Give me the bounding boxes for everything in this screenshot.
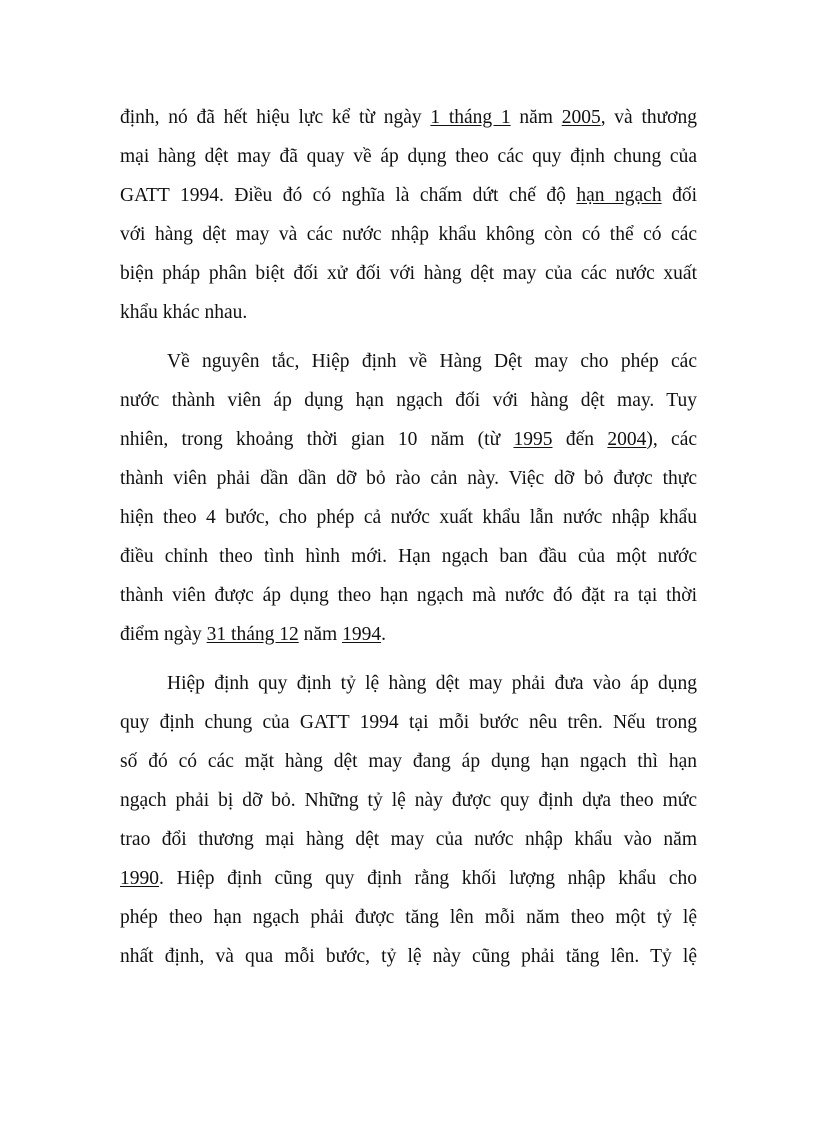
text-run: điểm ngày [120,624,207,645]
paragraph-1 [120,98,697,332]
text-line [120,703,697,742]
text-run: năm [298,624,343,645]
text-run: điều chỉnh theo tình hình mới. Hạn ngạch ban đầu của một nước [120,546,697,567]
text-run: quy định chung của GATT 1994 tại mỗi bước nêu trên. Nếu trong [120,712,697,733]
text-run: . [381,624,386,645]
paragraph-2 [120,342,697,654]
text-run: ), các [646,429,697,450]
text-line [120,342,697,381]
text-run: ngạch phải bị dỡ bỏ. Những tỷ lệ này được quy định dựa theo mức [120,790,697,811]
underlined-year: 2005 [561,107,601,128]
text-line [120,98,697,137]
text-run: Hiệp định quy định tỷ lệ hàng dệt may phải đưa vào áp dụng [167,673,697,694]
text-line [120,859,697,898]
text-line [120,176,697,215]
text-line [120,664,697,703]
underlined-term: hạn ngạch [576,185,662,206]
text-line [120,537,697,576]
text-line [120,820,697,859]
text-run: đối [661,185,697,206]
text-line [120,615,697,654]
text-run: định, nó đã hết hiệu lực kể từ ngày [120,107,431,128]
text-run: số đó có các mặt hàng dệt may đang áp dụng hạn ngạch thì hạn [120,751,697,772]
text-run: Về nguyên tắc, Hiệp định về Hàng Dệt may cho phép các [167,351,697,372]
text-run: năm [510,107,562,128]
underlined-date: 1 tháng 1 [430,107,511,128]
text-run: nhiên, trong khoảng thời gian 10 năm (từ [120,429,514,450]
text-run: . Hiệp định cũng quy định rằng khối lượng nhập khẩu cho [159,868,697,889]
text-run: phép theo hạn ngạch phải được tăng lên mỗi năm theo một tỷ lệ [120,907,697,928]
text-run: trao đổi thương mại hàng dệt may của nước nhập khẩu vào năm [120,829,697,850]
text-line [120,254,697,293]
text-run: hiện theo 4 bước, cho phép cả nước xuất khẩu lẫn nước nhập khẩu [120,507,697,528]
underlined-year: 2004 [607,429,647,450]
underlined-year: 1990 [120,868,159,889]
text-line [120,381,697,420]
text-line [120,576,697,615]
underlined-year: 1994 [342,624,382,645]
text-line [120,498,697,537]
paragraph-3 [120,664,697,976]
text-line [120,898,697,937]
text-line [120,742,697,781]
underlined-date: 31 tháng 12 [206,624,299,645]
text-run: mại hàng dệt may đã quay về áp dụng theo các quy định chung của [120,146,697,167]
text-run: thành viên phải dần dần dỡ bỏ rào cản này. Việc dỡ bỏ được thực [120,468,697,489]
text-run: GATT 1994. Điều đó có nghĩa là chấm dứt chế độ [120,185,577,206]
text-run: nước thành viên áp dụng hạn ngạch đối với hàng dệt may. Tuy [120,390,697,411]
text-line [120,781,697,820]
text-run: khẩu khác nhau. [120,302,248,323]
text-line [120,137,697,176]
text-line [120,215,697,254]
paragraph-spacer [120,654,697,664]
text-line [120,293,697,332]
text-line [120,459,697,498]
text-run: biện pháp phân biệt đối xử đối với hàng dệt may của các nước xuất [120,263,697,284]
text-run: thành viên được áp dụng theo hạn ngạch mà nước đó đặt ra tại thời [120,585,697,606]
text-run: nhất định, và qua mỗi bước, tỷ lệ này cũng phải tăng lên. Tỷ lệ [120,946,697,967]
text-run: , và thương [600,107,697,128]
text-line [120,937,697,976]
paragraph-spacer [120,332,697,342]
text-line [120,420,697,459]
text-run: với hàng dệt may và các nước nhập khẩu không còn có thể có các [120,224,697,245]
document-body [120,98,697,976]
underlined-year: 1995 [513,429,553,450]
text-run: đến [552,429,608,450]
